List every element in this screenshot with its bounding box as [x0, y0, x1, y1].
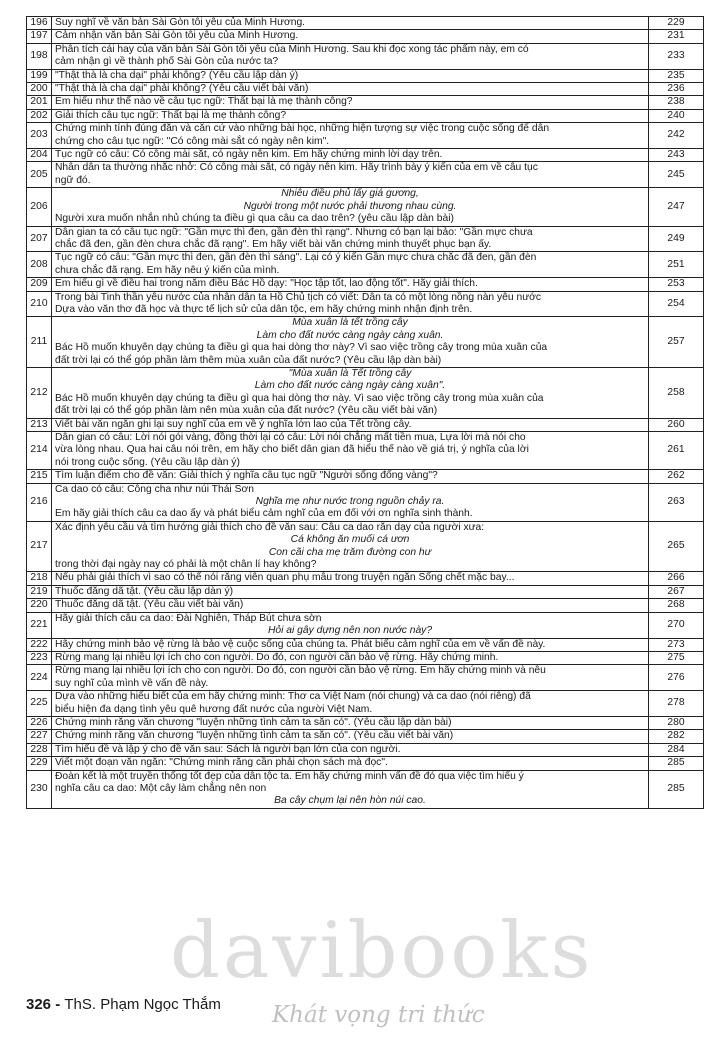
row-number: 213: [27, 418, 52, 431]
title-line: Tục ngữ có câu: "Gần mực thì đen, gần đèn thì sáng". Lại có ý kiến Gần mực chưa chắc đã đen, gần đèn: [55, 252, 537, 264]
title-line: Em hiểu như thế nào về câu tục ngữ: Thất bại là mẹ thành công?: [55, 96, 353, 108]
row-number: 224: [27, 665, 52, 691]
title-line: Cảm nhận văn bản Sài Gòn tôi yêu của Minh Hương.: [55, 30, 299, 42]
row-page: 262: [649, 470, 704, 483]
row-number: 209: [27, 278, 52, 291]
row-number: 199: [27, 69, 52, 82]
row-title: [52, 521, 649, 572]
row-title: [52, 109, 649, 122]
table-row: [27, 665, 704, 691]
row-title: [52, 432, 649, 470]
table-row: [27, 716, 704, 729]
title-line: Chứng minh tính đúng đắn và căn cứ vào những bài học, những hiện tượng sự việc trong cuộc sống để dẫn: [55, 123, 550, 135]
row-number: 198: [27, 43, 52, 69]
table-row: [27, 252, 704, 278]
title-line: đất trời lại có thể góp phần làm nên mùa xuân của đất nước? (Yêu cầu viết bài văn): [55, 405, 438, 417]
title-line: ngữ đó.: [55, 174, 91, 186]
title-line: Người xưa muốn nhắn nhủ chúng ta điều gì qua câu ca dao trên? (yêu cầu lập dàn bài): [55, 213, 454, 225]
title-line: biểu hiện đa dạng tình yêu quê hương đất nước của người Việt Nam.: [55, 703, 373, 715]
title-line: Rừng mang lại nhiều lợi ích cho con người. Do đó, con người cần bảo vệ rừng. Em hãy chứng minh và nêu: [55, 665, 546, 677]
row-number: 197: [27, 30, 52, 43]
row-title: [52, 278, 649, 291]
row-title: [52, 730, 649, 743]
title-line: Hãy chứng minh bảo vệ rừng là bảo vệ cuộc sống của chúng ta. Phát biểu cảm nghĩ của em về vấn đề này.: [55, 638, 546, 650]
table-row: [27, 149, 704, 162]
row-number: 228: [27, 743, 52, 756]
row-page: 265: [649, 521, 704, 572]
title-line: Đoàn kết là một truyền thống tốt đẹp của dân tộc ta. Em hãy chứng minh vấn đề đó qua việc tìm hiểu ý: [55, 770, 524, 782]
row-number: 202: [27, 109, 52, 122]
row-page: 285: [649, 757, 704, 770]
title-line: Làm cho đất nước càng ngày càng xuân.: [256, 329, 444, 341]
row-title: [52, 483, 649, 521]
title-line: Nhiễu điều phủ lấy giá gương,: [281, 188, 419, 200]
title-line: Tục ngữ có câu: Có công mài sắt, có ngày nên kim. Em hãy chứng minh lời dạy trên.: [55, 149, 443, 161]
row-page: 285: [649, 770, 704, 808]
watermark-logo: davibooks: [170, 906, 594, 996]
table-row: [27, 43, 704, 69]
row-number: 229: [27, 757, 52, 770]
row-number: 222: [27, 638, 52, 651]
title-line: Viết một đoạn văn ngắn: "Chứng minh rằng cần phải chọn sách mà đọc".: [55, 757, 388, 769]
row-number: 223: [27, 651, 52, 664]
title-line: Nếu phải giải thích vì sao có thể nói răng viên quan phụ mẫu trong truyện ngắn Sống chết mặc bay...: [55, 572, 515, 584]
row-title: [52, 638, 649, 651]
row-title: [52, 470, 649, 483]
table-row: [27, 69, 704, 82]
row-page: 284: [649, 743, 704, 756]
table-row: [27, 651, 704, 664]
table-row: [27, 432, 704, 470]
author-name: ThS. Phạm Ngọc Thắm: [64, 996, 221, 1013]
row-title: [52, 743, 649, 756]
title-line: Xác định yêu cầu và tìm hướng giải thích cho đề văn sau: Câu ca dao rằn dạy của người xưa:: [55, 521, 485, 533]
table-row: [27, 757, 704, 770]
row-page: 273: [649, 638, 704, 651]
watermark-slogan: Khát vọng tri thức: [272, 1002, 485, 1028]
table-row: [27, 17, 704, 30]
row-page: 258: [649, 367, 704, 418]
row-title: [52, 757, 649, 770]
row-number: 207: [27, 226, 52, 252]
row-number: 225: [27, 691, 52, 717]
table-row: [27, 612, 704, 638]
title-line: Em hiểu gì về điều hai trong năm điều Bác Hồ dạy: "Học tập tốt, lao động tốt". Hãy giải thích.: [55, 278, 478, 290]
row-number: 196: [27, 17, 52, 30]
title-line: Thuốc đắng dã tật. (Yêu cầu viết bài văn): [55, 599, 244, 611]
table-row: [27, 770, 704, 808]
row-page: 280: [649, 716, 704, 729]
row-title: [52, 418, 649, 431]
title-line: vừa lòng nhau. Qua hai câu nói trên, em hãy cho biết dân gian đã hiểu thế nào về giá trị, ý nghĩa của lời: [55, 444, 529, 456]
row-title: [52, 317, 649, 368]
title-line: Em hãy giải thích câu ca dao ấy và phát biểu cảm nghĩ của em đối với ơn nghĩa sinh thành.: [55, 508, 473, 520]
row-page: 240: [649, 109, 704, 122]
row-title: [52, 612, 649, 638]
page-number: 326: [26, 996, 52, 1013]
title-line: Cá không ăn muối cá ươn: [290, 534, 410, 546]
page-footer: 326 - ThS. Phạm Ngọc Thắm: [26, 996, 221, 1013]
title-line: Người trong một nước phải thương nhau cùng.: [243, 200, 457, 212]
row-number: 210: [27, 291, 52, 317]
title-line: nghĩa câu ca dao: Một cây làm chẳng nên non: [55, 782, 267, 794]
row-number: 215: [27, 470, 52, 483]
row-number: 219: [27, 585, 52, 598]
row-number: 218: [27, 572, 52, 585]
title-line: Nghĩa mẹ như nước trong nguồn chảy ra.: [255, 496, 445, 508]
row-page: 268: [649, 599, 704, 612]
table-row: [27, 691, 704, 717]
row-page: 251: [649, 252, 704, 278]
table-row: [27, 109, 704, 122]
table-row: [27, 30, 704, 43]
table-row: [27, 470, 704, 483]
title-line: Phân tích cái hay của văn bản Sài Gòn tôi yêu của Minh Hương. Sau khi đọc xong tác phẩm này, em có: [55, 43, 529, 55]
row-page: 238: [649, 96, 704, 109]
row-title: [52, 291, 649, 317]
row-page: 278: [649, 691, 704, 717]
title-line: Viết bài văn ngắn ghi lại suy nghĩ của em về ý nghĩa lớn lao của Tết trồng cây.: [55, 418, 412, 430]
title-line: Chứng minh rằng văn chương "luyện những tình cảm ta sẵn có". (Yêu cầu viết bài văn): [55, 730, 454, 742]
title-line: Dân gian ta có câu tục ngữ: "Gần mực thì đen, gần đèn thì rạng". Nhưng có bạn lại bảo: "Gần mực chưa: [55, 226, 533, 238]
row-title: [52, 585, 649, 598]
table-row: [27, 188, 704, 226]
row-title: [52, 149, 649, 162]
row-number: 205: [27, 162, 52, 188]
table-row: [27, 521, 704, 572]
row-page: 242: [649, 123, 704, 149]
table-row: [27, 418, 704, 431]
table-row: [27, 599, 704, 612]
table-row: [27, 317, 704, 368]
title-line: chắc đã đen, gần đèn chưa chắc đã rạng". Em hãy viết bài văn chứng minh thuyết phục bạn ấy.: [55, 238, 492, 250]
row-title: [52, 572, 649, 585]
title-line: Giải thích câu tục ngữ: Thất bại là mẹ thành công?: [55, 109, 287, 121]
row-title: [52, 43, 649, 69]
title-line: "Mùa xuân là Tết trồng cây: [288, 367, 412, 379]
row-page: 276: [649, 665, 704, 691]
row-title: [52, 96, 649, 109]
title-line: chưa chắc đã rạng. Em hãy nêu ý kiến của mình.: [55, 264, 280, 276]
row-number: 230: [27, 770, 52, 808]
row-title: [52, 367, 649, 418]
title-line: Con cãi cha mẹ trăm đường con hư: [268, 546, 432, 558]
row-page: 229: [649, 17, 704, 30]
title-line: Chứng minh rằng văn chương "luyện những tình cảm ta sẵn có". (Yêu cầu lập dàn bài): [55, 716, 452, 728]
row-page: 263: [649, 483, 704, 521]
title-line: Bác Hồ muốn khuyên dạy chúng ta điều gì qua hai dòng thơ này. Vì sao việc trồng cây trong mùa xuân của: [55, 392, 544, 404]
table-row: [27, 162, 704, 188]
row-page: 270: [649, 612, 704, 638]
row-title: [52, 226, 649, 252]
row-page: 245: [649, 162, 704, 188]
row-page: 231: [649, 30, 704, 43]
row-page: 249: [649, 226, 704, 252]
row-page: 282: [649, 730, 704, 743]
title-line: Dựa vào những hiểu biết của em hãy chứng minh: Thơ ca Việt Nam (nói chung) và ca dao (nói riêng) đã: [55, 691, 531, 703]
title-line: Hãy giải thích câu ca dao: Đài Nghiên, Tháp Bút chưa sờn: [55, 612, 322, 624]
row-title: [52, 770, 649, 808]
title-line: Dựa vào văn thơ đã học và thực tế lịch sử của dân tộc, em hãy chứng minh nhận định trên.: [55, 303, 473, 315]
row-number: 214: [27, 432, 52, 470]
row-number: 220: [27, 599, 52, 612]
title-line: Hỏi ai gây dựng nên non nước này?: [267, 625, 433, 637]
row-number: 226: [27, 716, 52, 729]
table-row: [27, 83, 704, 96]
title-line: Ba cây chụm lại nên hòn núi cao.: [274, 795, 426, 807]
row-title: [52, 83, 649, 96]
table-row: [27, 730, 704, 743]
row-page: 235: [649, 69, 704, 82]
row-title: [52, 162, 649, 188]
title-line: cảm nhận gì về thành phố Sài Gòn của nước ta?: [55, 56, 279, 68]
row-title: [52, 651, 649, 664]
row-page: 236: [649, 83, 704, 96]
table-row: [27, 572, 704, 585]
table-row: [27, 123, 704, 149]
contents-table: [26, 16, 704, 809]
row-title: [52, 123, 649, 149]
title-line: nói trong cuộc sống. (Yêu cầu lập dàn ý): [55, 456, 240, 468]
row-page: 261: [649, 432, 704, 470]
title-line: Mùa xuân là tết trồng cây: [292, 317, 408, 329]
table-row: [27, 278, 704, 291]
title-line: Thuốc đắng dã tật. (Yêu cầu lập dàn ý): [55, 585, 234, 597]
row-title: [52, 665, 649, 691]
row-number: 227: [27, 730, 52, 743]
title-line: chứng cho câu tục ngữ: "Có công mài sắt có ngày nên kim".: [55, 135, 330, 147]
row-title: [52, 716, 649, 729]
title-line: Bác Hồ muốn khuyên dạy chúng ta điều gì qua hai dòng thơ này? Vì sao việc trồng cây trong mùa xuân của: [55, 342, 548, 354]
row-page: 254: [649, 291, 704, 317]
row-page: 243: [649, 149, 704, 162]
content-table-wrapper: [26, 16, 704, 809]
title-line: Suy nghĩ về văn bản Sài Gòn tôi yêu của Minh Hương.: [55, 17, 306, 28]
row-page: 260: [649, 418, 704, 431]
title-line: trong thời đại ngày nay có phải là một chân lí hay không?: [55, 559, 317, 571]
row-number: 212: [27, 367, 52, 418]
row-number: 204: [27, 149, 52, 162]
title-line: Làm cho đất nước càng ngày càng xuân".: [254, 380, 446, 392]
title-line: Tìm luận điểm cho đề văn: Giải thích ý nghĩa câu tục ngữ "Người sống đống vàng"?: [55, 470, 438, 482]
row-number: 208: [27, 252, 52, 278]
table-row: [27, 483, 704, 521]
title-line: Dân gian có câu: Lời nói gói vàng, đồng thời lại có câu: Lời nói chẳng mất tiền mua, Lựa lời mà nói cho: [55, 432, 526, 443]
row-number: 217: [27, 521, 52, 572]
row-number: 203: [27, 123, 52, 149]
title-line: "Thật thà là cha dại" phải không? (Yêu cầu lập dàn ý): [55, 69, 299, 81]
table-row: [27, 585, 704, 598]
row-page: 253: [649, 278, 704, 291]
title-line: đất trời lại có thể góp phần làm thêm mùa xuân của đất nước? (Yêu cầu lập dàn bài): [55, 354, 442, 366]
row-title: [52, 17, 649, 30]
row-page: 267: [649, 585, 704, 598]
title-line: "Thật thà là cha dại" phải không? (Yêu cầu viết bài văn): [55, 83, 309, 95]
row-number: 200: [27, 83, 52, 96]
table-row: [27, 638, 704, 651]
row-page: 247: [649, 188, 704, 226]
row-title: [52, 691, 649, 717]
row-number: 216: [27, 483, 52, 521]
row-number: 211: [27, 317, 52, 368]
title-line: Tìm hiểu đề và lập ý cho đề văn sau: Sách là người bạn lớn của con người.: [55, 743, 401, 755]
table-row: [27, 291, 704, 317]
row-title: [52, 188, 649, 226]
title-line: Rừng mang lại nhiều lợi ích cho con người. Do đó, con người cần bảo vệ rừng. Hãy chứng minh.: [55, 651, 499, 663]
title-line: Trong bài Tinh thần yêu nước của nhân dân ta Hồ Chủ tịch có viết: Dân ta có một lòng nồng nàn yêu nước: [55, 291, 541, 303]
row-title: [52, 252, 649, 278]
row-title: [52, 599, 649, 612]
table-row: [27, 743, 704, 756]
row-title: [52, 69, 649, 82]
row-number: 206: [27, 188, 52, 226]
title-line: Nhân dân ta thường nhắc nhở: Có công mài sắt, có ngày nên kim. Hãy trình bày ý kiến của em về câu tục: [55, 162, 538, 174]
row-number: 201: [27, 96, 52, 109]
row-title: [52, 30, 649, 43]
row-page: 266: [649, 572, 704, 585]
table-row: [27, 96, 704, 109]
title-line: suy nghĩ của mình về vấn đề này.: [55, 677, 209, 689]
row-page: 233: [649, 43, 704, 69]
title-line: Ca dao có câu: Công cha như núi Thái Sơn: [55, 483, 254, 495]
row-page: 257: [649, 317, 704, 368]
row-number: 221: [27, 612, 52, 638]
row-page: 275: [649, 651, 704, 664]
table-row: [27, 226, 704, 252]
table-row: [27, 367, 704, 418]
